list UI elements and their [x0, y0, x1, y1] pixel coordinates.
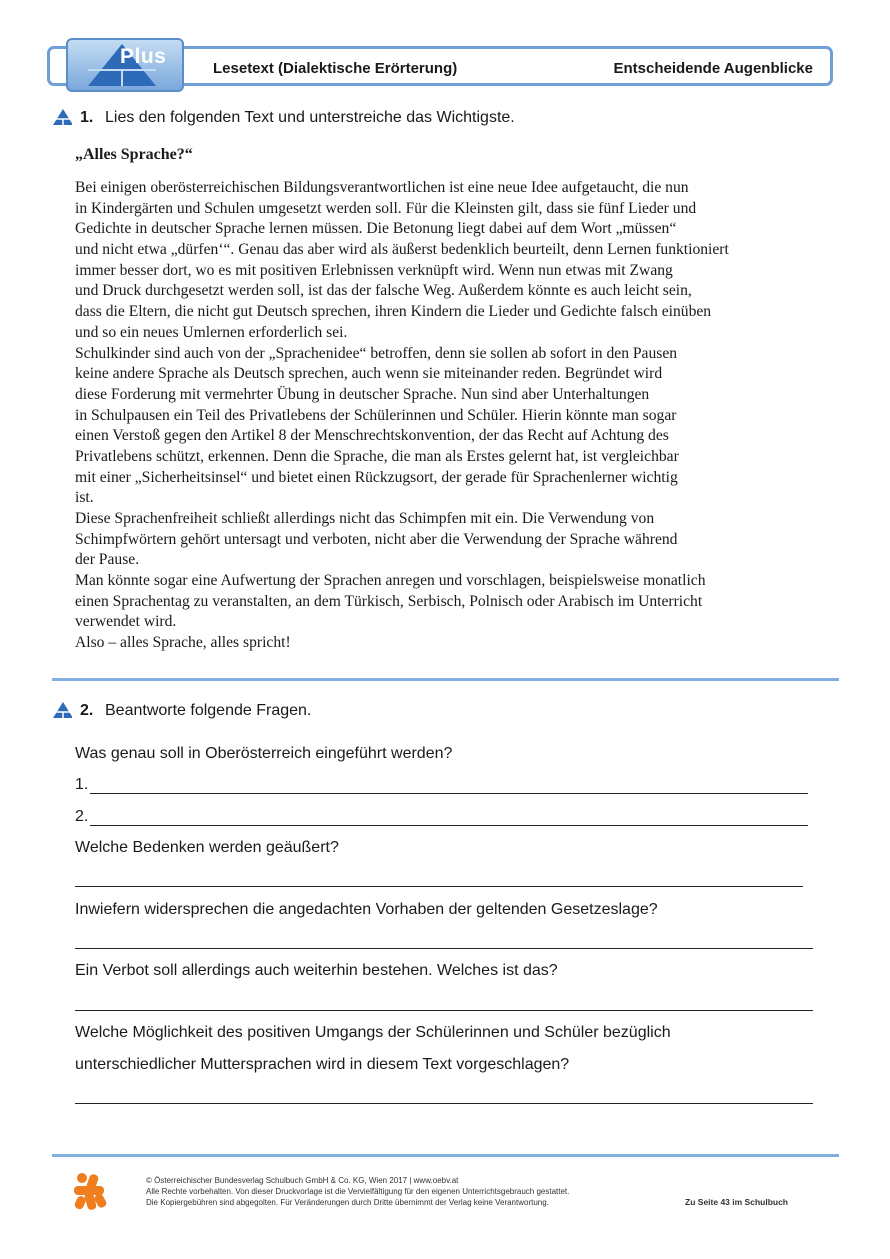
- passage-line: Schimpfwörtern gehört untersagt und verboten, nicht aber die Verwendung der Sprache während: [75, 530, 678, 548]
- question-4: Ein Verbot soll allerdings auch weiterhin bestehen. Welches ist das?: [75, 962, 558, 979]
- answer-line[interactable]: [75, 1010, 813, 1011]
- section-divider: [52, 678, 839, 681]
- answer-line[interactable]: [75, 948, 813, 949]
- task-2-number: 2.: [80, 702, 94, 719]
- answer-line[interactable]: [90, 825, 808, 826]
- passage-line: einen Sprachentag zu veranstalten, an dem Türkisch, Serbisch, Polnisch oder Arabisch im Unterricht: [75, 592, 703, 610]
- answer-label-2: 2.: [75, 808, 89, 825]
- passage-line: Diese Sprachenfreiheit schließt allerdings nicht das Schimpfen mit ein. Die Verwendung von: [75, 510, 655, 527]
- answer-line[interactable]: [75, 1103, 813, 1104]
- answer-label-1: 1.: [75, 776, 89, 793]
- footer-line: © Österreichischer Bundesverlag Schulbuch GmbH & Co. KG, Wien 2017 | www.oebv.at: [146, 1176, 459, 1185]
- passage-line: in Schulpausen ein Teil des Privatlebens der Schülerinnen und Schüler. Hierin könnte man sogar: [75, 406, 677, 424]
- publisher-logo-icon: [72, 1172, 110, 1212]
- passage-line: diese Forderung mit vermehrter Übung in deutscher Sprache. Nun sind aber Unterhaltungen: [75, 385, 650, 403]
- header-title: Lesetext (Dialektische Erörterung): [213, 60, 458, 77]
- passage-line: ist.: [75, 489, 94, 507]
- answer-line[interactable]: [90, 793, 808, 794]
- passage-line: der Pause.: [75, 551, 140, 569]
- passage-line: Gedichte in deutscher Sprache lernen müssen. Die Betonung liegt dabei auf dem Wort „müssen“: [75, 220, 677, 238]
- passage-line: und Druck durchgesetzt werden soll, ist das der falsche Weg. Außerdem könnte es auch leicht sein,: [75, 282, 692, 300]
- passage-line: dass die Eltern, die nicht gut Deutsch sprechen, ihren Kindern die Lieder und Gedichte falsch einüben: [75, 303, 712, 321]
- passage-line: Schulkinder sind auch von der „Sprachenidee“ betroffen, denn sie sollen ab sofort in den Pausen: [75, 344, 678, 362]
- task-triangle-icon: [52, 108, 72, 126]
- passage-title: „Alles Sprache?“: [75, 146, 193, 163]
- passage-line: Bei einigen oberösterreichischen Bildungsverantwortlichen ist eine neue Idee aufgetaucht, die nun: [75, 179, 689, 196]
- task-1-instruction: Lies den folgenden Text und unterstreiche das Wichtigste.: [105, 109, 515, 126]
- passage-line: Man könnte sogar eine Aufwertung der Sprachen anregen und vorschlagen, beispielsweise monatlich: [75, 572, 706, 590]
- page-reference: Zu Seite 43 im Schulbuch: [685, 1197, 788, 1207]
- footer-line: Alle Rechte vorbehalten. Von dieser Druckvorlage ist die Vervielfältigung für den eigenen Unterrichtsgebrauch gestattet.: [146, 1187, 570, 1196]
- logo-label: Plus: [120, 45, 167, 68]
- passage-line: mit einer „Sicherheitsinsel“ und bietet einen Rückzugsort, der gerade für Sprachenlerner wichtig: [75, 468, 678, 486]
- task-triangle-icon: [52, 701, 72, 719]
- passage-line: einen Verstoß gegen den Artikel 8 der Menschrechtskonvention, der das Recht auf Achtung des: [75, 427, 669, 445]
- task-2-instruction: Beantworte folgende Fragen.: [105, 702, 312, 719]
- task-1-number: 1.: [80, 109, 94, 126]
- passage-line: immer besser dort, wo es mit positiven Erlebnissen verknüpft wird. Wenn nun etwas mit Zwang: [75, 261, 673, 279]
- footer-copyright: [146, 1175, 569, 1208]
- footer-divider: [52, 1154, 839, 1157]
- question-1: Was genau soll in Oberösterreich eingeführt werden?: [75, 745, 453, 762]
- reading-passage: [75, 178, 845, 654]
- answer-line[interactable]: [75, 886, 803, 887]
- passage-line: und so ein neues Umlernen erforderlich sei.: [75, 323, 348, 341]
- header-chapter: Entscheidende Augenblicke: [613, 60, 813, 77]
- passage-line: und nicht etwa „dürfen‘“. Genau das aber wird als äußerst bedenklich beurteilt, denn Lernen funktioniert: [75, 241, 729, 259]
- question-5-line-1: Welche Möglichkeit des positiven Umgangs der Schülerinnen und Schüler bezüglich: [75, 1024, 671, 1041]
- passage-line: Privatlebens schützt, erkennen. Denn die Sprache, die man als Erstes gelernt hat, ist vergleichbar: [75, 447, 679, 465]
- passage-line: verwendet wird.: [75, 613, 177, 631]
- passage-line: in Kindergärten und Schulen umgesetzt werden soll. Für die Kleinsten gilt, dass sie fünf Lieder und: [75, 199, 697, 217]
- question-3: Inwiefern widersprechen die angedachten Vorhaben der geltenden Gesetzeslage?: [75, 901, 658, 918]
- question-5-line-2: unterschiedlicher Muttersprachen wird in diesem Text vorgeschlagen?: [75, 1056, 570, 1073]
- passage-line: Also – alles Sprache, alles spricht!: [75, 634, 291, 652]
- passage-line: keine andere Sprache als Deutsch sprechen, auch wenn sie miteinander reden. Begründet wird: [75, 365, 663, 383]
- footer-line: Die Kopiergebühren sind abgegolten. Für Veränderungen durch Dritte übernimmt der Verlag keine Verantwortung.: [146, 1198, 549, 1207]
- question-2: Welche Bedenken werden geäußert?: [75, 839, 339, 856]
